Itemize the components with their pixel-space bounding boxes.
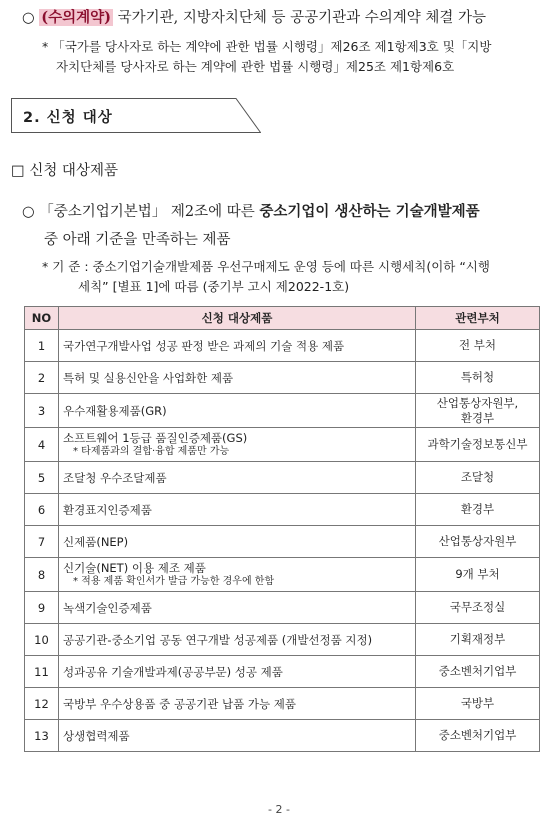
header-dept: 관련부처 bbox=[416, 307, 540, 330]
product-name: 녹색기술인증제품 bbox=[63, 600, 152, 615]
subheading bbox=[11, 159, 118, 180]
table-row bbox=[25, 428, 540, 462]
paragraph-bold: 중소기업이 생산하는 기술개발제품 bbox=[259, 203, 480, 220]
product-note: * 타제품과의 결합·융합 제품만 가능 bbox=[73, 445, 230, 457]
row-product bbox=[59, 462, 416, 494]
row-product bbox=[59, 330, 416, 362]
row-dept: 과학기술정보통신부 bbox=[416, 428, 540, 462]
row-dept: 기획재정부 bbox=[416, 624, 540, 656]
row-product bbox=[59, 394, 416, 428]
table-row bbox=[25, 688, 540, 720]
product-name: 우수재활용제품(GR) bbox=[63, 403, 167, 418]
product-note: * 적용 제품 확인서가 발급 가능한 경우에 한함 bbox=[73, 575, 275, 587]
table-row bbox=[25, 462, 540, 494]
row-dept: 조달청 bbox=[416, 462, 540, 494]
row-product bbox=[59, 720, 416, 752]
subheading-text: 신청 대상제품 bbox=[29, 163, 118, 179]
row-dept: 국무조정실 bbox=[416, 592, 540, 624]
bullet: ○ bbox=[22, 10, 35, 26]
header-product: 신청 대상제품 bbox=[59, 307, 416, 330]
row-number: 9 bbox=[25, 592, 59, 624]
row-dept: 특허청 bbox=[416, 362, 540, 394]
row-dept: 환경부 bbox=[416, 494, 540, 526]
product-name: 신제품(NEP) bbox=[63, 534, 129, 549]
checkbox-square-icon: □ bbox=[11, 163, 25, 179]
row-number: 10 bbox=[25, 624, 59, 656]
row-number: 6 bbox=[25, 494, 59, 526]
row-number: 13 bbox=[25, 720, 59, 752]
row-product bbox=[59, 526, 416, 558]
criteria-note bbox=[42, 257, 552, 297]
product-table bbox=[24, 306, 540, 752]
table-row bbox=[25, 656, 540, 688]
product-name: 특허 및 실용신안을 사업화한 제품 bbox=[63, 370, 234, 385]
row-number: 12 bbox=[25, 688, 59, 720]
header-no: NO bbox=[25, 307, 59, 330]
table-body bbox=[25, 330, 540, 752]
table-row bbox=[25, 720, 540, 752]
paragraph-part2: 중 아래 기준을 만족하는 제품 bbox=[44, 232, 231, 248]
table-row bbox=[25, 526, 540, 558]
eligibility-paragraph bbox=[22, 198, 552, 254]
row-number: 2 bbox=[25, 362, 59, 394]
table-row bbox=[25, 592, 540, 624]
row-product bbox=[59, 362, 416, 394]
bullet: ○ bbox=[22, 204, 35, 220]
product-name: 상생협력제품 bbox=[63, 728, 130, 743]
row-dept: 중소벤처기업부 bbox=[416, 656, 540, 688]
row-dept: 산업통상자원부, 환경부 bbox=[416, 394, 540, 428]
product-name: 공공기관-중소기업 공동 연구개발 성공제품 (개발선정품 지정) bbox=[63, 632, 373, 647]
row-number: 4 bbox=[25, 428, 59, 462]
criteria-note-line1: * 기 준 : 중소기업기술개발제품 우선구매제도 운영 등에 따른 시행세칙(이하 “시행 bbox=[42, 259, 490, 274]
product-name: 국가연구개발사업 성공 판정 받은 과제의 기술 적용 제품 bbox=[63, 338, 345, 353]
row-number: 7 bbox=[25, 526, 59, 558]
row-dept: 중소벤처기업부 bbox=[416, 720, 540, 752]
criteria-note-line2: 세칙” [별표 1]에 따름 (중기부 고시 제2022-1호) bbox=[78, 279, 350, 294]
table-row bbox=[25, 394, 540, 428]
product-name: 성과공유 기술개발과제(공공부문) 성공 제품 bbox=[63, 664, 283, 679]
row-dept: 전 부처 bbox=[416, 330, 540, 362]
row-dept: 산업통상자원부 bbox=[416, 526, 540, 558]
row-number: 8 bbox=[25, 558, 59, 592]
row-product bbox=[59, 688, 416, 720]
product-name: 환경표지인증제품 bbox=[63, 502, 152, 517]
paragraph-part1: 「중소기업기본법」 제2조에 따른 bbox=[39, 204, 260, 220]
row-product bbox=[59, 494, 416, 526]
row-number: 11 bbox=[25, 656, 59, 688]
row-product bbox=[59, 656, 416, 688]
row-dept: 국방부 bbox=[416, 688, 540, 720]
page-number: - 2 - bbox=[268, 803, 290, 816]
product-name: 소프트웨어 1등급 품질인증제품(GS) bbox=[63, 430, 248, 445]
law-note bbox=[42, 37, 552, 77]
table-row bbox=[25, 494, 540, 526]
row-product bbox=[59, 592, 416, 624]
product-name: 조달청 우수조달제품 bbox=[63, 470, 167, 485]
row-product bbox=[59, 558, 416, 592]
row-dept: 9개 부처 bbox=[416, 558, 540, 592]
row-number: 5 bbox=[25, 462, 59, 494]
contract-text: 국가기관, 지방자치단체 등 공공기관과 수의계약 체결 가능 bbox=[113, 10, 487, 26]
product-name: 국방부 우수상용품 중 공공기관 납품 가능 제품 bbox=[63, 696, 297, 711]
row-number: 3 bbox=[25, 394, 59, 428]
row-product bbox=[59, 624, 416, 656]
table-header-row bbox=[25, 307, 540, 330]
row-number: 1 bbox=[25, 330, 59, 362]
law-note-line2: 자치단체를 당사자로 하는 계약에 관한 법률 시행령」제25조 제1항제6호 bbox=[56, 59, 455, 74]
contract-line bbox=[22, 6, 552, 27]
table-row bbox=[25, 362, 540, 394]
table-row bbox=[25, 624, 540, 656]
law-note-line1: * 「국가를 당사자로 하는 계약에 관한 법률 시행령」제26조 제1항제3호 및「지방 bbox=[42, 39, 492, 54]
highlight-label: (수의계약) bbox=[41, 9, 112, 26]
product-name: 신기술(NET) 이용 제조 제품 bbox=[63, 560, 206, 575]
table-row bbox=[25, 330, 540, 362]
table-row bbox=[25, 558, 540, 592]
row-product bbox=[59, 428, 416, 462]
section-header bbox=[11, 98, 261, 133]
section-title: 2. 신청 대상 bbox=[23, 110, 113, 126]
